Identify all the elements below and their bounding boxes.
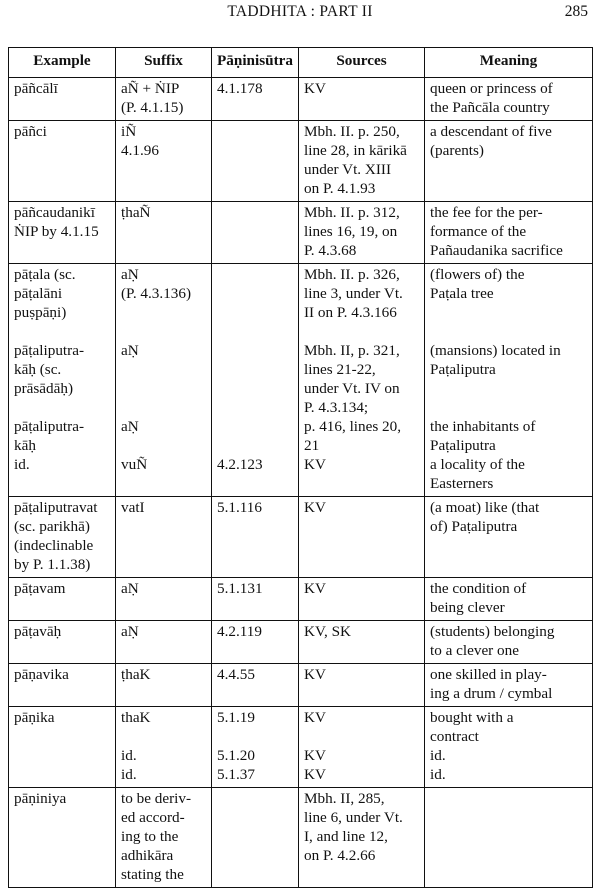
cell-meaning: (flowers of) the Paṭala tree (mansions) located in Paṭaliputra the inhabitants of Paṭaliputra a locality of the Easterners [425, 264, 593, 497]
cell-sources: KV [299, 578, 425, 621]
table-row [9, 202, 593, 264]
column-header-sources: Sources [299, 48, 425, 78]
cell-meaning: queen or princess of the Pañcāla country [425, 78, 593, 121]
cell-example: pāñcaudanikī ṄIP by 4.1.15 [9, 202, 116, 264]
table-row [9, 121, 593, 202]
header-row [9, 48, 593, 78]
cell-meaning: (a moat) like (that of) Paṭaliputra [425, 497, 593, 578]
cell-sources: Mbh. II. p. 312, lines 16, 19, on P. 4.3.68 [299, 202, 425, 264]
cell-example: pāñcālī [9, 78, 116, 121]
cell-sources: Mbh. II, 285, line 6, under Vt. I, and line 12, on P. 4.2.66 [299, 788, 425, 888]
cell-example: pāṭavam [9, 578, 116, 621]
cell-meaning: bought with a contract id. id. [425, 707, 593, 788]
cell-meaning: the fee for the per- formance of the Pañaudanika sacrifice [425, 202, 593, 264]
cell-meaning: (students) belonging to a clever one [425, 621, 593, 664]
cell-example: pāṭaliputravat (sc. parikhā) (indeclinable by P. 1.1.38) [9, 497, 116, 578]
cell-suffix: aṆ (P. 4.3.136) aṆ aṆ vuÑ [116, 264, 212, 497]
cell-sutra [212, 121, 299, 202]
column-header-sutra: Pāṇinisūtra [212, 48, 299, 78]
cell-sources: KV [299, 497, 425, 578]
table-row [9, 578, 593, 621]
cell-sources: KV [299, 664, 425, 707]
table-row [9, 664, 593, 707]
table-row [9, 621, 593, 664]
cell-sources: KV, SK [299, 621, 425, 664]
cell-meaning [425, 788, 593, 888]
page-header [0, 0, 600, 30]
cell-suffix: ṭhaK [116, 664, 212, 707]
cell-sutra: 4.4.55 [212, 664, 299, 707]
table-row [9, 707, 593, 788]
cell-sources: KV KV KV [299, 707, 425, 788]
table-row [9, 788, 593, 888]
table-row [9, 264, 593, 497]
cell-example: pāṭala (sc. pāṭalāni puṣpāṇi) pāṭaliputra- kāḥ (sc. prāsādāḥ) pāṭaliputra- kāḥ id. [9, 264, 116, 497]
cell-example: pāñci [9, 121, 116, 202]
cell-example: pāṇika [9, 707, 116, 788]
cell-sutra [212, 788, 299, 888]
cell-suffix: aṆ [116, 578, 212, 621]
cell-suffix: to be deriv- ed accord- ing to the adhikāra stating the [116, 788, 212, 888]
cell-sutra: 4.1.178 [212, 78, 299, 121]
cell-meaning: the condition of being clever [425, 578, 593, 621]
page-number: 285 [564, 3, 588, 20]
column-header-meaning: Meaning [425, 48, 593, 78]
running-title: TADDHITA : PART II [227, 3, 373, 20]
table-row [9, 497, 593, 578]
cell-sutra: 4.2.123 [212, 264, 299, 497]
cell-example: pāṇiniya [9, 788, 116, 888]
column-header-suffix: Suffix [116, 48, 212, 78]
column-header-example: Example [9, 48, 116, 78]
cell-sutra: 5.1.19 5.1.20 5.1.37 [212, 707, 299, 788]
cell-sources: KV [299, 78, 425, 121]
cell-meaning: one skilled in play- ing a drum / cymbal [425, 664, 593, 707]
cell-suffix: aÑ + ṄIP (P. 4.1.15) [116, 78, 212, 121]
cell-sutra [212, 202, 299, 264]
cell-sutra: 5.1.131 [212, 578, 299, 621]
cell-suffix: ṭhaÑ [116, 202, 212, 264]
cell-example: pāṇavika [9, 664, 116, 707]
cell-example: pāṭavāḥ [9, 621, 116, 664]
cell-suffix: vatI [116, 497, 212, 578]
cell-sutra: 4.2.119 [212, 621, 299, 664]
cell-suffix: iÑ 4.1.96 [116, 121, 212, 202]
suffix-table [8, 47, 593, 888]
cell-sutra: 5.1.116 [212, 497, 299, 578]
cell-suffix: thaK id. id. [116, 707, 212, 788]
cell-sources: Mbh. II. p. 326, line 3, under Vt. II on P. 4.3.166 Mbh. II, p. 321, lines 21-22, under Vt. IV on P. 4.3.134; p. 416, lines 20, 21 KV [299, 264, 425, 497]
cell-meaning: a descendant of five (parents) [425, 121, 593, 202]
cell-sources: Mbh. II. p. 250, line 28, in kārikā under Vt. XIII on P. 4.1.93 [299, 121, 425, 202]
cell-suffix: aṆ [116, 621, 212, 664]
table-row [9, 78, 593, 121]
